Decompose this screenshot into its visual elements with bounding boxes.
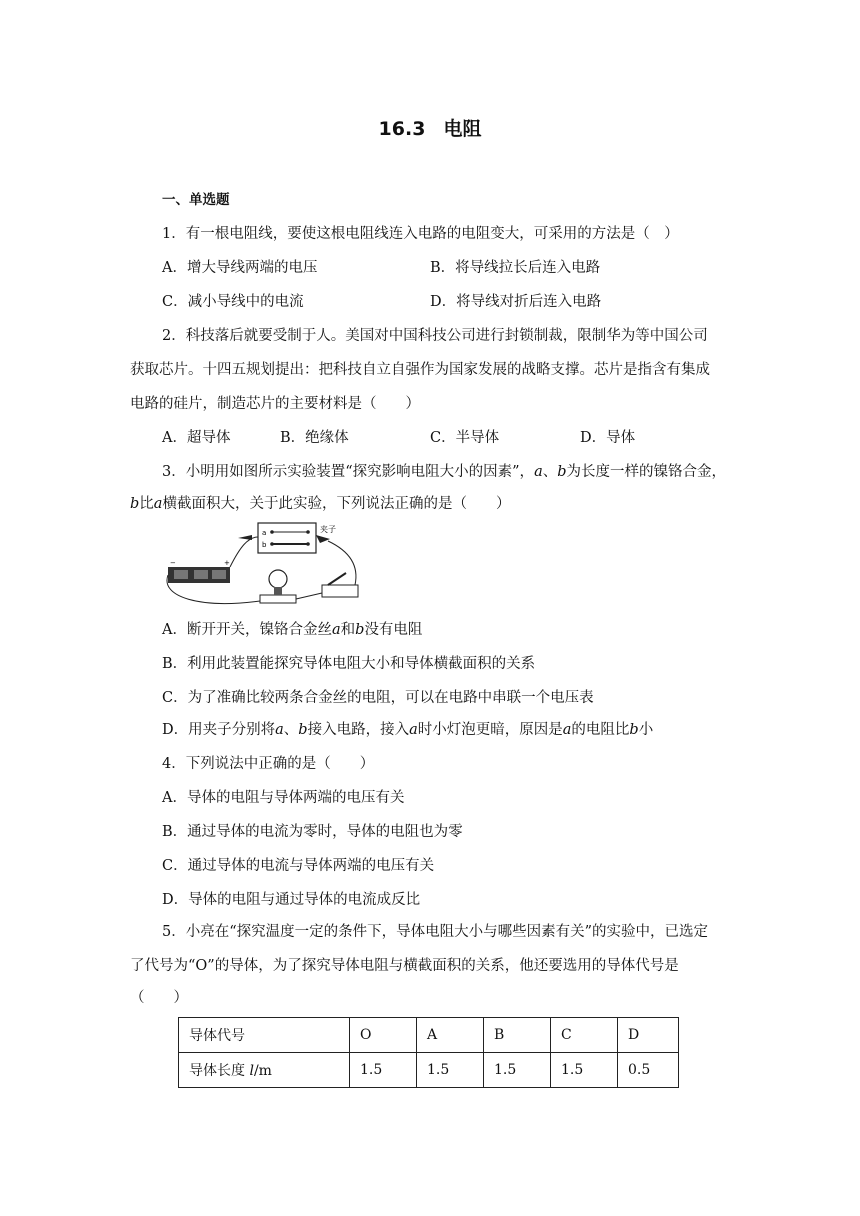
q2-option-d: D．导体	[580, 430, 636, 446]
q2-option-c: C．半导体	[430, 430, 500, 446]
q2-line2: 获取芯片。十四五规划提出：把科技自立自强作为国家发展的战略支撑。芯片是指含有集成	[130, 362, 710, 378]
bulb	[269, 570, 287, 588]
table-cell: D	[618, 1018, 679, 1053]
q2-line1: 2．科技落后就要受制于人。美国对中国科技公司进行封锁制裁，限制华为等中国公司	[162, 328, 708, 344]
svg-text:−: −	[170, 559, 176, 567]
title-number: 16.3	[378, 118, 426, 140]
q1-option-b: B．将导线拉长后连入电路	[430, 260, 601, 276]
q3-option-a: A．断开开关，镍铬合金丝a和b没有电阻	[162, 622, 423, 638]
svg-text:+: +	[224, 559, 230, 567]
table-cell: 0.5	[618, 1053, 679, 1088]
wire-board	[258, 523, 316, 553]
q4-option-a: A．导体的电阻与导体两端的电压有关	[162, 790, 405, 806]
q3-option-b: B．利用此装置能探究导体电阻大小和导体横截面积的关系	[162, 656, 536, 672]
q3-line2: b比a横截面积大，关于此实验，下列说法正确的是（ ）	[130, 496, 511, 512]
q4-option-b: B．通过导体的电流为零时，导体的电阻也为零	[162, 824, 463, 840]
q1-option-d: D．将导线对折后连入电路	[430, 294, 602, 310]
bulb-base	[260, 595, 296, 603]
table-row	[179, 1053, 679, 1088]
table-cell: 导体代号	[179, 1018, 350, 1053]
table-cell: 1.5	[350, 1053, 417, 1088]
conductor-table	[178, 1017, 679, 1088]
q5-line3: （ ）	[130, 990, 188, 1006]
page-title	[0, 114, 860, 141]
table-cell: 1.5	[417, 1053, 484, 1088]
table-cell: 导体长度 l/m	[179, 1053, 350, 1088]
q5-line2: 了代号为“O”的导体，为了探究导体电阻与横截面积的关系，他还要选用的导体代号是	[130, 958, 679, 974]
switch-lever	[328, 573, 346, 585]
q4-stem: 4．下列说法中正确的是（ ）	[162, 756, 375, 772]
q1-stem: 1．有一根电阻线，要使这根电阻线连入电路的电阻变大，可采用的方法是（ ）	[162, 226, 679, 242]
fig-label-clip: 夹子	[320, 525, 336, 534]
table-cell: O	[350, 1018, 417, 1053]
switch-base	[322, 585, 358, 597]
clip-left	[238, 535, 252, 540]
q2-line3: 电路的硅片，制造芯片的主要材料是（ ）	[130, 396, 420, 412]
table-cell: C	[551, 1018, 618, 1053]
q5-line1: 5．小亮在“探究温度一定的条件下，导体电阻大小与哪些因素有关”的实验中，已选定	[162, 924, 709, 940]
table-cell: B	[484, 1018, 551, 1053]
q3-option-c: C．为了准确比较两条合金丝的电阻，可以在电路中串联一个电压表	[162, 690, 594, 706]
q4-option-d: D．导体的电阻与通过导体的电流成反比	[162, 892, 421, 908]
table-row	[179, 1018, 679, 1053]
table-cell: 1.5	[551, 1053, 618, 1088]
table-cell: A	[417, 1018, 484, 1053]
table-cell: 1.5	[484, 1053, 551, 1088]
q1-option-c: C．减小导线中的电流	[162, 294, 304, 310]
section-heading: 一、单选题	[162, 192, 230, 208]
q4-option-c: C．通过导体的电流与导体两端的电压有关	[162, 858, 435, 874]
fig-label-a: a	[262, 529, 267, 537]
fig-label-b: b	[262, 541, 267, 549]
q2-option-b: B．绝缘体	[280, 430, 349, 446]
circuit-figure	[160, 517, 370, 612]
clip-right	[316, 535, 330, 543]
q2-option-a: A．超导体	[162, 430, 231, 446]
q3-option-d: D．用夹子分别将a、b接入电路，接入a时小灯泡更暗，原因是a的电阻比b小	[162, 722, 654, 738]
title-text: 电阻	[443, 118, 482, 140]
q3-line1: 3．小明用如图所示实验装置“探究影响电阻大小的因素”，a、b为长度一样的镍铬合金，	[162, 464, 727, 480]
q1-option-a: A．增大导线两端的电压	[162, 260, 318, 276]
